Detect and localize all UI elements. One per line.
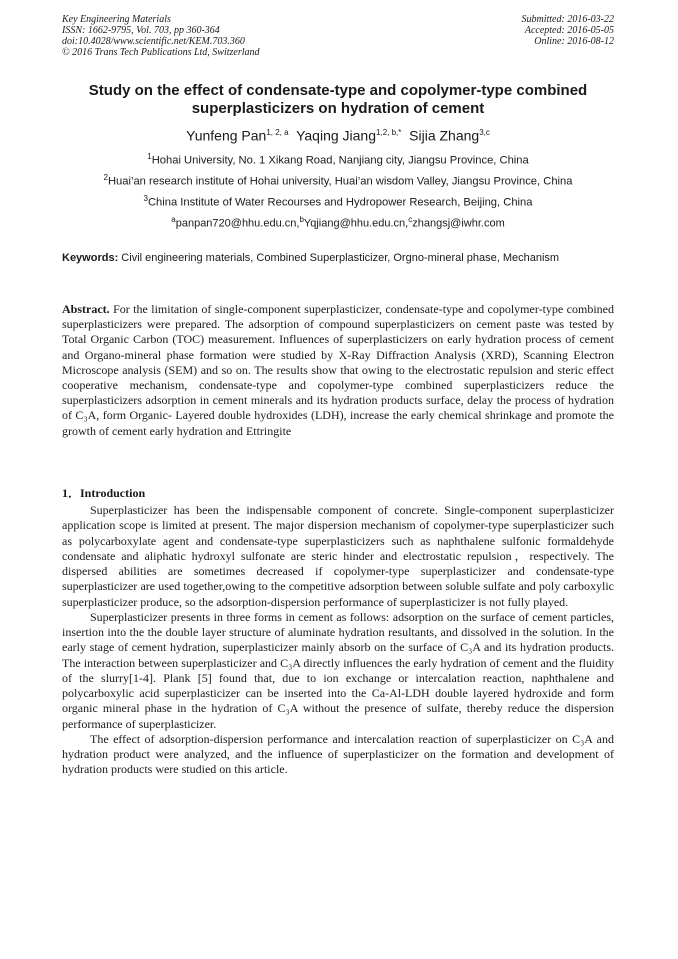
keywords-text: Civil engineering materials, Combined Superplasticizer, Orgno-mineral phase, Mechanism — [118, 252, 560, 264]
affiliation-text: Huai’an research institute of Hohai university, Huai’an wisdom Valley, Jiangsu Province, China — [107, 175, 573, 188]
abstract-label: Abstract. — [62, 302, 110, 316]
keywords-label: Keywords: — [62, 252, 119, 264]
abstract-text: For the limitation of single-component superplasticizer, condensate-type and copolymer-type combined superplasticizers were prepared. The adsorption of compound superplasticizers on cement paste was tested by Total Organic Carbon (TOC) measurement. Influences of superplasticizers on early hydration process of cement and Organo-mineral phase formation were studied by X-Ray Diffraction Analysis (XRD), Scanning Electron Microscope analysis (SEM) and so on. The results show that owing to the electrostatic repulsion and steric effect cooperative mechanism, condensate-type and copolymer-type combined superplasticizers reduce the superplasticizers adsorption in cement minerals and its hydration products surface, delay the process of hydration of C₃A, form Organic- Layered double hydroxides (LDH), increase the early chemical shrinkage and promote the growth of cement early hydration and Ettringite — [62, 302, 614, 438]
paragraph: Superplasticizer has been the indispensable component of concrete. Single-component superplasticizer application scope is limited at present. The major dispersion mechanism of copolymer-type superplasticizer such as polycarboxylate agent and condensate-type superplasticizers such as naphthalene sulfonic formaldehyde condensate and aliphatic hydroxyl sulfonate are steric hinder and electrostatic repulsion，respectively. The dispersed abilities are sometimes decreased if copolymer-type superplasticizer and condensate-type superplasticizer are used together,owing to the competitive adsorption between soluble sulfate and poly carboxylic superplasticizer produce, so the adsorption-dispersion performance of superplasticizer is not fully played. — [62, 503, 614, 609]
affiliation-1 — [62, 150, 614, 168]
email-link[interactable]: zhangsj@iwhr.com — [412, 217, 505, 230]
affiliation-text: Hohai University, No. 1 Xikang Road, Nanjiang city, Jiangsu Province, China — [151, 154, 529, 167]
author-name: Sijia Zhang — [409, 127, 480, 144]
author-sup: 1, 2, a — [266, 128, 289, 137]
doi-line: doi:10.4028/www.scientific.net/KEM.703.360 — [62, 36, 245, 47]
author-name: Yaqing Jiang — [296, 127, 377, 144]
submitted-date: Submitted: 2016-03-22 — [521, 14, 614, 25]
email-sup: b — [299, 215, 304, 224]
issn-line: ISSN: 1662-9795, Vol. 703, pp 360-364 — [62, 25, 220, 36]
paragraph: Superplasticizer presents in three forms in cement as follows: adsorption on the surface of cement particles, insertion into the the double layer structure of aluminate hydration resultants, and dissolved in the solution. In the early stage of cement hydration, superplasticizer mainly absorb on the surface of C₃A and its hydration products. The interaction between superplasticizer and C₃A directly influences the early hydration of cement and the fluidity of the slurry[1-4]. Plank [5] found that, due to ion exchange or intercalation reaction, naphthalene and polycarboxylic acid superplasticizer can be inserted into the Ca-Al-LDH double layered hydroxide and form organic mineral phase in the hydration of C₃A without the presence of sulfate, thereby reduce the dispersion performance of superplasticizer. — [62, 609, 614, 731]
affiliation-text: China Institute of Water Recourses and Hydropower Research, Beijing, China — [147, 196, 533, 209]
paragraph: The effect of adsorption-dispersion performance and intercalation reaction of superplasticizer on C₃A and hydration product were analyzed, and the influence of superplasticizer on the formation and development of hydration products were studied on this article. — [62, 731, 614, 777]
affiliation-sup: 2 — [103, 173, 108, 182]
email-list — [62, 213, 614, 231]
copyright-line: © 2016 Trans Tech Publications Ltd, Switzerland — [62, 47, 260, 58]
journal-info — [62, 14, 382, 58]
author-sup: 3,c — [479, 128, 490, 137]
affiliation-2 — [62, 171, 614, 189]
affiliation-sup: 1 — [147, 152, 152, 161]
author-name: Yunfeng Pan — [186, 127, 267, 144]
dates-info — [394, 14, 614, 47]
journal-name: Key Engineering Materials — [62, 14, 171, 25]
keywords — [62, 251, 614, 265]
affiliation-sup: 3 — [143, 194, 148, 203]
email-sup: a — [171, 215, 176, 224]
email-link[interactable]: Yqjiang@hhu.edu.cn, — [303, 217, 409, 230]
affiliation-3 — [62, 192, 614, 210]
author-sup: 1,2, b,* — [376, 128, 402, 137]
accepted-date: Accepted: 2016-05-05 — [524, 25, 614, 36]
section-heading: 1．Introduction — [62, 486, 146, 500]
email-link[interactable]: panpan720@hhu.edu.cn, — [175, 217, 300, 230]
online-date: Online: 2016-08-12 — [534, 36, 614, 47]
paper-title: Study on the effect of condensate-type and copolymer-type combined superplasticizers on hydration of cement — [88, 82, 588, 117]
email-sup: c — [408, 215, 413, 224]
author-list — [62, 124, 614, 145]
abstract — [62, 302, 614, 439]
introduction-body — [62, 503, 614, 778]
